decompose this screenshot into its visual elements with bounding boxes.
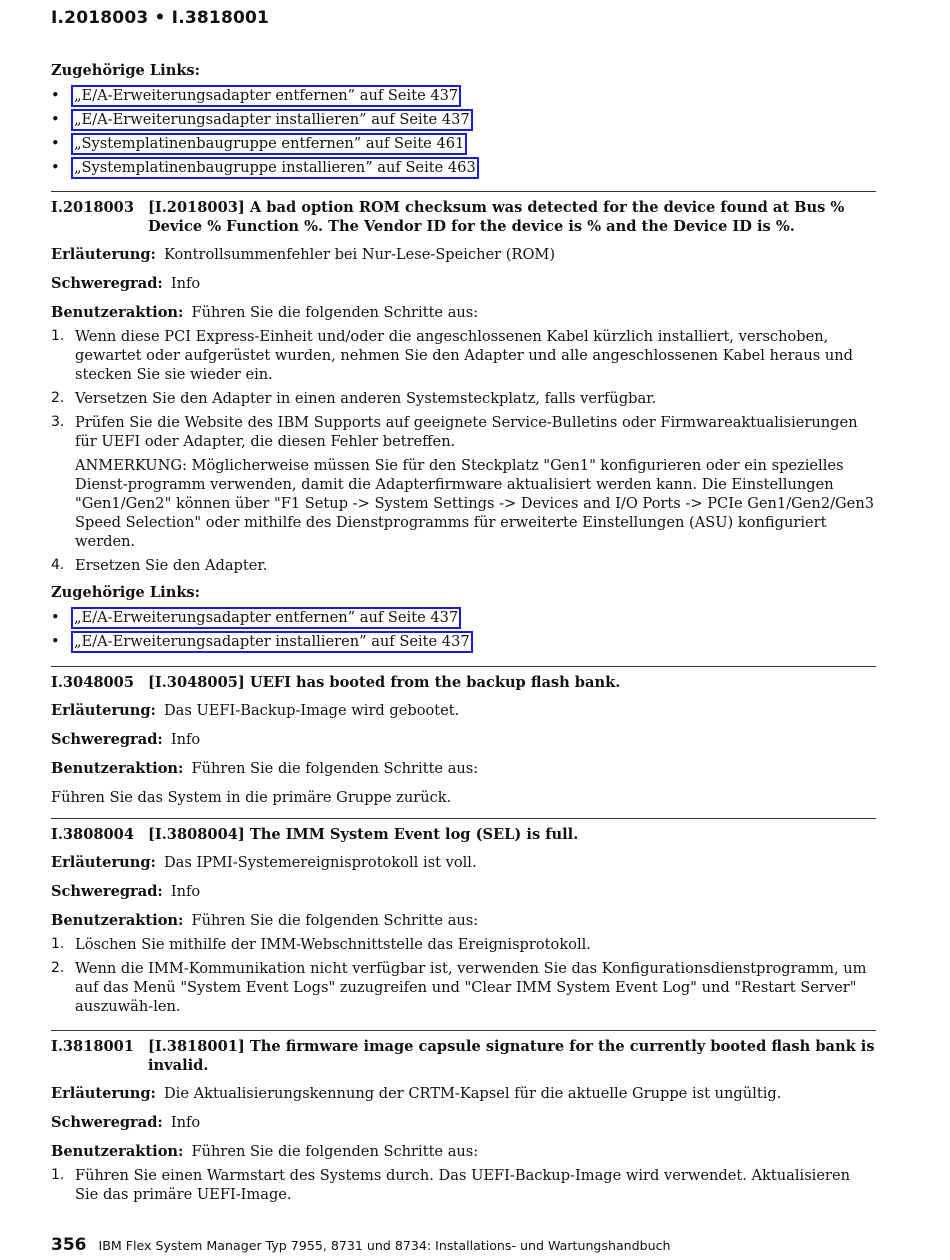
explanation-label: Erläuterung: — [51, 702, 156, 719]
step-text: Prüfen Sie die Website des IBM Supports auf geeignete Service-Bulletins oder Firmwareaktualisierungen für UEFI oder Adapter, die diesen Fehler betreffen. — [75, 414, 858, 450]
event-code: I.3048005 — [51, 674, 134, 691]
user-action-label: Benutzeraktion: — [51, 1143, 184, 1160]
related-link-item — [51, 133, 876, 157]
user-action-label: Benutzeraktion: — [51, 912, 184, 929]
event-code: I.2018003 — [51, 199, 134, 216]
user-action-value: Führen Sie die folgenden Schritte aus: — [191, 304, 479, 321]
page-number: 356 — [51, 1235, 87, 1255]
event-code: I.3808004 — [51, 826, 134, 843]
entry-heading — [51, 673, 876, 692]
step-number: 1. — [51, 1167, 65, 1183]
related-link[interactable]: „E/A-Erweiterungsadapter installieren” auf Seite 437 — [71, 109, 473, 131]
step-item — [51, 389, 876, 408]
top-related-links — [51, 61, 876, 181]
severity-field — [51, 274, 876, 293]
user-action-field — [51, 1142, 876, 1161]
step-number: 1. — [51, 936, 65, 952]
related-links-title: Zugehörige Links: — [51, 62, 201, 79]
related-link-item — [51, 157, 876, 181]
related-link[interactable]: „Systemplatinenbaugruppe installieren” auf Seite 463 — [71, 157, 479, 179]
explanation-field — [51, 245, 876, 264]
step-note: ANMERKUNG: Möglicherweise müssen Sie für den Steckplatz "Gen1" konfigurieren oder ein spezielles Dienst-programm verwenden, damit die Adapterfirmware aktualisiert werden kann. Die Einstellungen "Gen1/Gen2" können über "F1 Setup -> System Settings -> Devices and I/O Ports -> PCIe Gen1/Gen2/Gen3 Speed Selection" oder mithilfe des Dienstprogramms für erweiterte Einstellungen (ASU) konfiguriert werden. — [75, 457, 875, 550]
entry-heading — [51, 825, 876, 844]
explanation-label: Erläuterung: — [51, 854, 156, 871]
related-links-list — [51, 85, 876, 181]
severity-value: Info — [170, 883, 201, 900]
explanation-label: Erläuterung: — [51, 246, 156, 263]
event-entry-i3808004 — [51, 818, 876, 1016]
explanation-value: Die Aktualisierungskennung der CRTM-Kapsel für die aktuelle Gruppe ist ungültig. — [163, 1085, 782, 1102]
event-message: [I.3048005] UEFI has booted from the backup flash bank. — [148, 674, 621, 691]
step-item — [51, 935, 876, 954]
event-entry-i3818001 — [51, 1030, 876, 1204]
step-text: Wenn diese PCI Express-Einheit und/oder die angeschlossenen Kabel kürzlich installiert, verschoben, gewartet oder aufgerüstet wurden, nehmen Sie den Adapter und alle angeschlossenen Kabel heraus und stecken Sie sie wieder ein. — [75, 328, 853, 383]
action-text: Führen Sie das System in die primäre Gruppe zurück. — [51, 789, 452, 806]
related-link-item — [51, 85, 876, 109]
step-text: Wenn die IMM-Kommunikation nicht verfügbar ist, verwenden Sie das Konfigurationsdienstprogramm, um auf das Menü "System Event Logs" zuzugreifen und "Clear IMM System Event Log" und "Restart Server" auszuwäh-len. — [75, 960, 867, 1015]
severity-field — [51, 882, 876, 901]
footer-text: IBM Flex System Manager Typ 7955, 8731 und 8734: Installations- und Wartungshandbuch — [98, 1238, 671, 1253]
step-number: 2. — [51, 960, 65, 976]
step-number: 4. — [51, 557, 65, 573]
action-steps — [51, 1166, 876, 1204]
step-item — [51, 327, 876, 384]
severity-value: Info — [170, 731, 201, 748]
event-code: I.3818001 — [51, 1038, 134, 1055]
step-number: 3. — [51, 414, 65, 430]
user-action-label: Benutzeraktion: — [51, 760, 184, 777]
severity-field — [51, 1113, 876, 1132]
step-number: 1. — [51, 328, 65, 344]
severity-label: Schweregrad: — [51, 275, 163, 292]
explanation-label: Erläuterung: — [51, 1085, 156, 1102]
related-link-item — [51, 607, 876, 631]
related-link-item — [51, 631, 876, 655]
related-links-list — [51, 607, 876, 655]
explanation-field — [51, 1084, 876, 1103]
user-action-value: Führen Sie die folgenden Schritte aus: — [191, 912, 479, 929]
user-action-value: Führen Sie die folgenden Schritte aus: — [191, 760, 479, 777]
severity-label: Schweregrad: — [51, 1114, 163, 1131]
action-steps — [51, 935, 876, 1016]
entry-heading — [51, 1037, 876, 1075]
related-link[interactable]: „E/A-Erweiterungsadapter installieren” auf Seite 437 — [71, 631, 473, 653]
user-action-value: Führen Sie die folgenden Schritte aus: — [191, 1143, 479, 1160]
event-message: [I.3808004] The IMM System Event log (SEL) is full. — [148, 826, 579, 843]
step-text: Führen Sie einen Warmstart des Systems durch. Das UEFI-Backup-Image wird verwendet. Aktualisieren Sie das primäre UEFI-Image. — [75, 1167, 850, 1203]
severity-value: Info — [170, 1114, 201, 1131]
user-action-field — [51, 911, 876, 930]
step-item — [51, 959, 876, 1016]
related-link[interactable]: „Systemplatinenbaugruppe entfernen” auf Seite 461 — [71, 133, 467, 155]
page-footer — [51, 1236, 671, 1255]
step-text: Ersetzen Sie den Adapter. — [75, 557, 268, 574]
step-number: 2. — [51, 390, 65, 406]
step-text: Versetzen Sie den Adapter in einen anderen Systemsteckplatz, falls verfügbar. — [75, 390, 657, 407]
event-message: [I.3818001] The firmware image capsule signature for the currently booted flash bank is invalid. — [148, 1038, 875, 1074]
step-text: Löschen Sie mithilfe der IMM-Webschnittstelle das Ereignisprotokoll. — [75, 936, 591, 953]
page-header: I.2018003 • I.3818001 — [51, 8, 270, 28]
user-action-field — [51, 303, 876, 322]
severity-label: Schweregrad: — [51, 883, 163, 900]
step-item — [51, 556, 876, 575]
user-action-label: Benutzeraktion: — [51, 304, 184, 321]
user-action-field — [51, 759, 876, 778]
severity-label: Schweregrad: — [51, 731, 163, 748]
explanation-value: Das IPMI-Systemereignisprotokoll ist voll. — [163, 854, 477, 871]
explanation-value: Kontrollsummenfehler bei Nur-Lese-Speicher (ROM) — [163, 246, 556, 263]
related-link[interactable]: „E/A-Erweiterungsadapter entfernen” auf Seite 437 — [71, 607, 461, 629]
event-message: [I.2018003] A bad option ROM checksum was detected for the device found at Bus % Device % Function %. The Vendor ID for the device is % and the Device ID is %. — [148, 199, 845, 235]
explanation-value: Das UEFI-Backup-Image wird gebootet. — [163, 702, 460, 719]
severity-field — [51, 730, 876, 749]
page-content — [51, 61, 876, 1212]
related-link-item — [51, 109, 876, 133]
related-link[interactable]: „E/A-Erweiterungsadapter entfernen” auf Seite 437 — [71, 85, 461, 107]
related-links-title: Zugehörige Links: — [51, 584, 201, 601]
entry-heading — [51, 198, 876, 236]
event-entry-i3048005 — [51, 666, 876, 807]
severity-value: Info — [170, 275, 201, 292]
event-entry-i2018003 — [51, 191, 876, 655]
explanation-field — [51, 701, 876, 720]
step-item — [51, 1166, 876, 1204]
explanation-field — [51, 853, 876, 872]
step-item — [51, 413, 876, 551]
action-steps — [51, 327, 876, 575]
